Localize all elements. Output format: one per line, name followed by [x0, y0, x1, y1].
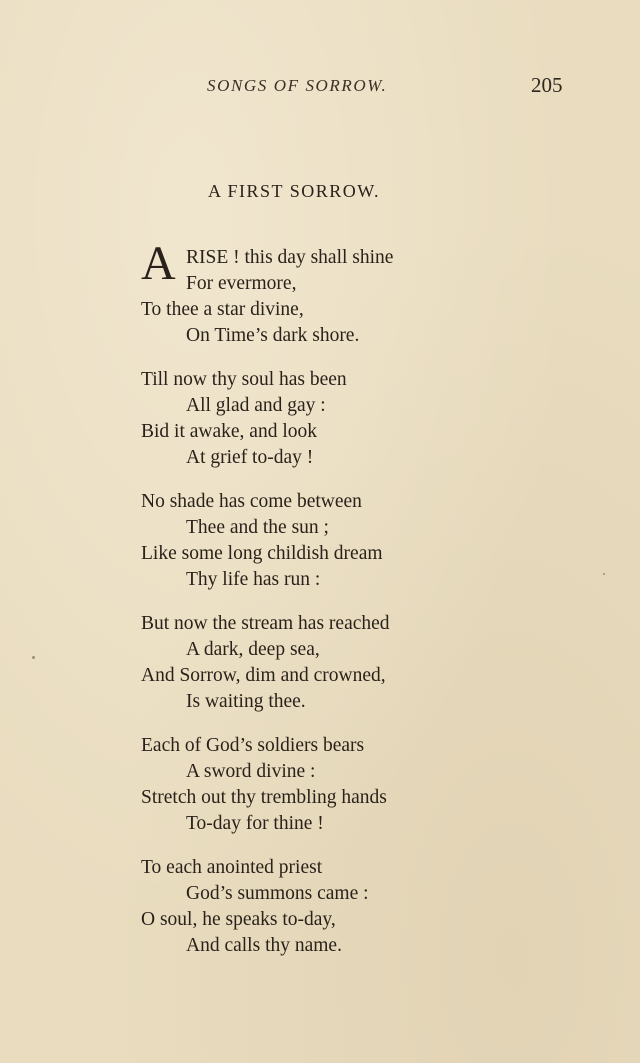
paper-speck	[32, 656, 35, 659]
poem-line: Each of God’s soldiers bears	[141, 735, 365, 756]
poem-line: On Time’s dark shore.	[186, 325, 360, 346]
poem-line: To thee a star divine,	[141, 299, 304, 320]
poem-line: And Sorrow, dim and crowned,	[141, 665, 386, 686]
poem-line: Thee and the sun ;	[186, 517, 329, 538]
poem-line: All glad and gay :	[186, 395, 326, 416]
poem-line: Is waiting thee.	[186, 691, 306, 712]
poem-line: A dark, deep sea,	[186, 639, 320, 660]
poem-line: Thy life has run :	[186, 569, 321, 590]
poem-line: To-day for thine !	[186, 813, 324, 834]
poem-line: For evermore,	[186, 273, 297, 294]
poem-line: O soul, he speaks to-day,	[141, 909, 336, 930]
poem-title: A FIRST SORROW.	[208, 181, 381, 201]
drop-cap: A	[141, 237, 176, 290]
poem-line: At grief to-day !	[186, 447, 314, 468]
poem-line: Bid it awake, and look	[141, 421, 318, 442]
poem-line: Till now thy soul has been	[141, 369, 347, 390]
poem-line: And calls thy name.	[186, 935, 342, 956]
poem-line: Like some long childish dream	[141, 543, 383, 564]
paper-speck	[603, 573, 605, 575]
poem-line: No shade has come between	[141, 491, 362, 512]
page-number: 205	[531, 73, 563, 97]
running-head: SONGS OF SORROW.	[207, 76, 388, 95]
poem-line: But now the stream has reached	[141, 613, 390, 634]
poem-line: A sword divine :	[186, 761, 316, 782]
poem-line: Stretch out thy trembling hands	[141, 787, 387, 808]
poem-line-1: RISE ! this day shall shine	[186, 247, 394, 268]
poem-line: To each anointed priest	[141, 857, 323, 878]
poem-line: God’s summons came :	[186, 883, 369, 904]
